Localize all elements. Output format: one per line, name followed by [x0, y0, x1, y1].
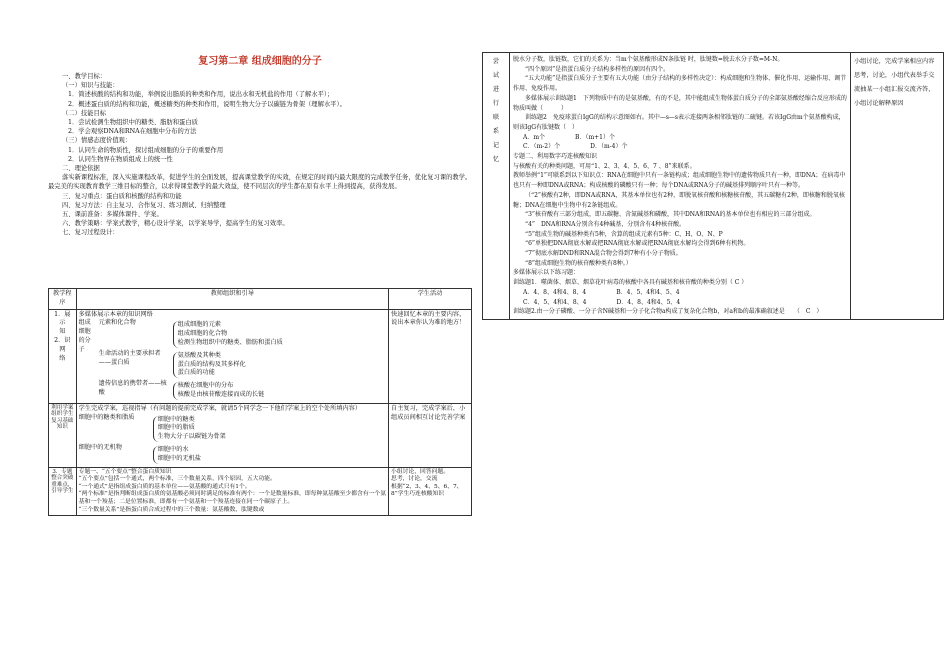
header-teacher: 教师组织和引导	[76, 289, 388, 310]
section-4: 四、复习方法：自主复习、合作复习、练习测试、归纳整理	[62, 201, 226, 209]
network-main: 组成细胞的分子	[78, 319, 91, 353]
section-3: 三、复习重点：蛋白质和核酸的结构和功能	[62, 192, 182, 200]
right-content: 脱水分子数，肽链数，它们的关系为：当m个氨基酸形成N条肽链 时，肽键数=脱去水分子数=M-N。 “四个原因”是指蛋白质分子结构多样性的原因有四个。 “五大功能”是指蛋白质分子主要有五大功能（由分子结构的多样性决定）：构成细胞和生物体、催化作用、运输作用、调节作用、免疫作用。 多媒体展示训练题1 下列物质中有的是氨基酸，有的不是，其中能组成生物体蛋白质分子的全部氨基酸经缩合反应形成的物质叫做（ ） 训练题2 免疫球蛋白IgG的结构示意图如右。其中—s—s表示连接两条相邻肽链的二硫键。若该IgG由m个氨基酸构成，则该IgG有肽键数（ ） A．m个 B．（m+1）个 C．（m-2）个 D．（m-4）个 专题二、利用数字巧连核酸知识 与核酸有关的种类问题，可用“1、2、3、4、5、6、7 、8”来联系。 教师举例“1”可联系到以下知识点：RNA在细胞中只有一条链构成；组成细胞生物中的遗传物质只有一种，即DNA；在病毒中也只有一种即DNA或RNA；构成核酸的磷酸只有一种；每个DNA或RNA分子的碱基排列顺序叶只有一种等。 （“2”核酸有2种，即DNA或RNA，其基本单位也有2种，即脱氧核苷酸和核糖核苷酸，其五碳糖有2种，即核糖和脱氧核糖；DNA在细胞中生物中有2条链组成。 “3”核苷酸有三部分组成，即五碳糖、含氮碱基和磷酸，其中DNA和RNA的基本单位也有相应的三部分组成。 “4” DNA和RNA分别含有4种碱基，分别含有4种核苷酸。 “5”组成生物的碱基种类有5种，含算的组成元素有5种：C、H、O、N、P “6”单独把DNA彻底水解或把RNA彻底水解或把RNA彻底水解均会得到6种有机物。 “7”彻底水解DND和RNA混合物会得到7种有小分子物质。 “8”组成细胞生物的核苷酸种类有8种。） 多媒体展示以下练习题： 训练题1．噬菌体、烟草、烟草花叶病毒的核酸中各具有碱基和核苷酸的种类分别（ C ） A．4、8、4和4、8、4 B．4、5、4和4、5、4 C．4、5、4和4、8、4 D．4、8、4和4、5、4 训练题2.由一分子磷酸、一分子含N碱基和一分子化合物a构成了复杂化合物b，对a和b的最准确叙述是 （ C ）	[510, 53, 851, 320]
topic-p4: “两个标准”是指判断组成蛋白质的氨基酸必须同时满足的标准有两个：一个是数量标准，即每种氨基酸至少都含有一个氨基和一个羧基；二是位置标准，即都有一个氨基和一个羧基连接在同一个碳原子上。	[78, 491, 387, 505]
plan-row-review	[49, 403, 472, 467]
activity-review: 自主复习，完成学案后，小组成员间相互讨论完善学案	[389, 403, 472, 467]
plan-row-topic	[49, 467, 472, 516]
topic-p3: “一个通式”是指组成蛋白质的基本单位——氨基酸的通式只有1个。	[78, 483, 251, 490]
right-page	[482, 52, 944, 600]
lesson-plan-table	[48, 288, 472, 516]
step-review: 利用学案组织学生复习基础知识	[49, 403, 77, 467]
goal-e2: 2．认同生物界在物质组成上的统一性	[68, 155, 173, 163]
right-label: 尝 试 进 行 联 系 记 忆	[483, 53, 510, 320]
goals-sub3: （三）情感态度价值观：	[62, 137, 132, 145]
topic-p2: “五个要点”包括一个通式，两个标准，三个数量关系，四个原因，五大功能。	[78, 476, 276, 483]
section-6: 六、教学策略：学案式教学，精心设计学案，以学案导学，提高学生的复习效率。	[62, 220, 289, 228]
section-5: 五、课前准备：多媒体课件、学案。	[62, 211, 163, 219]
activity-network: 快速回忆本章的主要内容，说出本章你认为难的地方！	[389, 309, 472, 403]
step-network: 1．展 示 知 2．识 网 络	[49, 309, 77, 403]
goals-sub2: （二）技能目标	[62, 109, 107, 117]
plan-header-row	[49, 289, 472, 310]
goal-e1: 1．认同生命的物质性，探讨组成细胞的分子的重要作用	[68, 146, 224, 154]
header-student: 学生活动	[389, 289, 472, 310]
network-group-4-title: 细胞中的糖类和脂质	[78, 413, 135, 421]
header-step: 教学程序	[49, 289, 77, 310]
basis-paragraph: 落实新课程标准，深入实施课程改革，促进学生的全面发展，提高课堂教学的实效，在规定的时间内最大限度的完成教学任务，优化复习课的教学。最完美的实现教育教学三维目标的整合，以求得课堂教学的最大效益，使不同层次的学生都在原有水平上得到提高，获得发展。	[48, 174, 472, 191]
topic-p1: 专题一、“五个要点”整合蛋白质知识	[78, 468, 172, 475]
network-group-1: 元素和化合物 组成细胞的元素 组成细胞的化合物 检测生物组织中的糖类、脂肪和蛋白质	[98, 319, 283, 346]
goals-heading: 一、教学目标：	[62, 73, 107, 80]
left-page	[48, 52, 472, 238]
step-topic: 3．专题整合突破重难点，引导学生	[49, 467, 77, 516]
network-lead: 多媒体展示本章的知识网络	[78, 310, 153, 318]
review-cell	[76, 403, 388, 467]
topic-cell	[76, 467, 388, 516]
goals-sub1: （一）知识与技能：	[62, 82, 119, 90]
goal-s1: 1．尝试检测生物组织中的糖类、脂肪和蛋白质	[68, 119, 198, 127]
basis-heading: 二、理论依据	[62, 165, 100, 173]
review-text: 学生完成学案，巡视指导（有问题的提前完成学案，就请5个同学念一下他们学案上的空个处所填内容）	[78, 404, 362, 412]
goal-k2: 2．概述蛋白质的结构和功能，概述糖类的种类和作用，说明生物大分子以碳链为骨架（理解水平）。	[68, 100, 346, 108]
topic-p5: “三个数量关系”是指蛋白质合成过程中的三个数量：氨基酸数、肽键数或	[78, 506, 265, 513]
network-group-5-title: 细胞中的无机物	[78, 443, 122, 451]
knowledge-network	[76, 309, 388, 403]
plan-row-network	[49, 309, 472, 403]
network-group-3: 遗传信息的携带者——核酸 核酸在细胞中的分布 核酸是由核苷酸连接而成的长链	[98, 380, 265, 398]
goal-k1: 1．简述核酸的结构和功能，举例说出脂质的种类和作用，说出水和无机盐的作用（了解水平）；	[68, 91, 334, 99]
right-table	[482, 52, 944, 320]
goal-s2: 2．学会观察DNA和RNA在细胞中分布的方法	[68, 128, 197, 136]
network-group-2: 生命活动的主要承担者——蛋白质 氨基酸及其种类 蛋白质的结构及其多样化 蛋白质的功能	[98, 349, 246, 377]
page-title: 复习第二章 组成细胞的分子	[198, 56, 322, 67]
network-group-5: 细胞中的水 细胞中的无机盐	[153, 446, 201, 464]
section-7: 七、复习过程设计：	[62, 229, 119, 237]
network-group-4: 细胞中的糖类 细胞中的脂质 生物大分子以碳链为骨架	[153, 416, 226, 442]
activity-topic: 小组讨论，回答问题。 思考，讨论，交流 根据“2、3、4、5、6、7、8”学生巧连核酸知识	[389, 467, 472, 516]
right-activity: 小组讨论，完成学案相应内容思考，讨论，小组代表举手交流抽某一小组汇报交流齐答，小组讨论解释原因	[851, 53, 944, 320]
